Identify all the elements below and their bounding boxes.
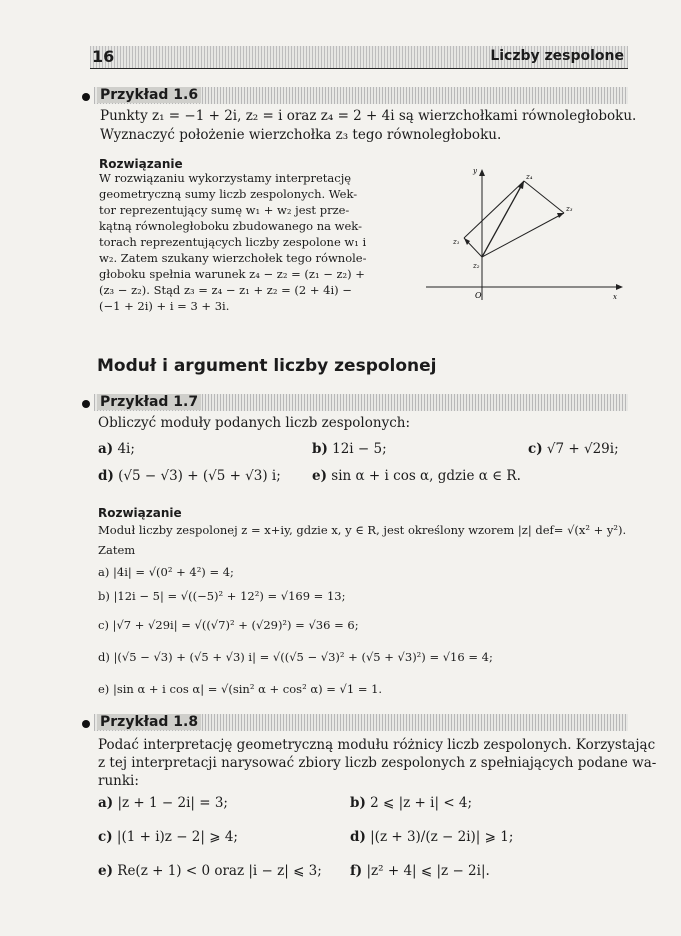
ex17-solution-c: c) |√7 + √29i| = √((√7)² + (√29)²) = √36 = 6; <box>98 618 359 632</box>
example-bullet-icon <box>82 400 90 408</box>
ex17-item-b: b) 12i − 5; <box>312 441 387 457</box>
ex18-problem-line-2: z tej interpretacji narysować zbiory liczb zespolonych z spełniających podane wa- <box>98 755 657 771</box>
ex17-solution-b: b) |12i − 5| = √((−5)² + 12²) = √169 = 13; <box>98 589 346 603</box>
ex18-item-a: a) |z + 1 − 2i| = 3; <box>98 795 228 811</box>
ex17-item-e: e) sin α + i cos α, gdzie α ∈ R. <box>312 468 521 484</box>
ex16-solution-line: w₂. Zatem szukany wierzchołek tego równole- <box>99 251 367 265</box>
origin-label: O <box>475 291 482 300</box>
ex17-solution-d: d) |(√5 − √3) + (√5 + √3) i| = √((√5 − √3)² + (√5 + √3)²) = √16 = 4; <box>98 650 493 664</box>
ex17-item-d: d) (√5 − √3) + (√5 + √3) i; <box>98 468 281 484</box>
example-1-8-tag: Przykład 1.8 <box>97 714 201 730</box>
ex16-solution-heading: Rozwiązanie <box>99 157 183 171</box>
example-1-7-header <box>94 394 628 411</box>
side-z4-z3 <box>524 181 564 213</box>
side-z1-z4 <box>464 181 524 238</box>
ex16-solution-line: (z₃ − z₂). Stąd z₃ = z₄ − z₁ + z₂ = (2 + 4i) − <box>99 283 352 297</box>
ex16-solution-line: kątną równoległoboku zbudowanego na wek- <box>99 219 362 233</box>
arrowhead-z4-icon <box>518 181 524 189</box>
ex17-item-c: c) √7 + √29i; <box>528 441 619 457</box>
y-axis-label: y <box>473 167 477 175</box>
ex16-solution-line: głoboku spełnia warunek z₄ − z₂ = (z₁ − z₂) + <box>99 267 365 281</box>
section-title: Moduł i argument liczby zespolonej <box>97 356 437 376</box>
ex16-solution-line: W rozwiązaniu wykorzystamy interpretację <box>99 171 352 185</box>
ex17-solution-e: e) |sin α + i cos α| = √(sin² α + cos² α) = √1 = 1. <box>98 682 383 696</box>
z1-label: z₁ <box>453 238 460 246</box>
chapter-title: Liczby zespolone <box>490 48 624 64</box>
page-header <box>90 46 628 69</box>
ex16-solution-line: geometryczną sumy liczb zespolonych. Wek- <box>99 187 358 201</box>
page-number: 16 <box>92 47 115 66</box>
ex16-problem-line-1: Punkty z₁ = −1 + 2i, z₂ = i oraz z₄ = 2 + 4i są wierzchołkami równoległoboku. <box>100 108 637 124</box>
x-axis-label: x <box>613 293 617 301</box>
ex17-item-a: a) 4i; <box>98 441 135 457</box>
x-axis-arrow-icon <box>616 284 623 290</box>
ex18-item-e: e) Re(z + 1) < 0 oraz |i − z| ⩽ 3; <box>98 863 322 879</box>
example-bullet-icon <box>82 93 90 101</box>
ex18-item-b: b) 2 ⩽ |z + i| < 4; <box>350 795 473 811</box>
y-axis-arrow-icon <box>479 169 485 176</box>
ex17-solution-intro: Moduł liczby zespolonej z = x+iy, gdzie x, y ∈ R, jest określony wzorem |z| def= √(x² + y²). <box>98 523 627 537</box>
ex16-solution-line: tor reprezentujący sumę w₁ + w₂ jest prze- <box>99 203 350 217</box>
parallelogram-figure <box>420 160 630 310</box>
z2-label: z₂ <box>473 262 480 270</box>
ex18-problem-line-3: runki: <box>98 773 139 789</box>
ex17-solution-a: a) |4i| = √(0² + 4²) = 4; <box>98 565 234 579</box>
ex17-solution-heading: Rozwiązanie <box>98 506 182 520</box>
z3-label: z₃ <box>566 205 573 213</box>
example-1-6-tag: Przykład 1.6 <box>97 87 201 103</box>
ex17-problem: Obliczyć moduły podanych liczb zespolonych: <box>98 415 410 431</box>
example-1-8-header <box>94 714 628 731</box>
ex17-solution-zatem: Zatem <box>98 543 136 557</box>
ex18-item-c: c) |(1 + i)z − 2| ⩾ 4; <box>98 829 238 845</box>
ex18-problem-line-1: Podać interpretację geometryczną modułu różnicy liczb zespolonych. Korzystając <box>98 737 656 753</box>
example-1-6-header <box>94 87 628 104</box>
example-1-7-tag: Przykład 1.7 <box>97 394 201 410</box>
ex16-solution-line: torach reprezentujących liczby zespolone w₁ i <box>99 235 367 249</box>
ex16-solution-line: (−1 + 2i) + i = 3 + 3i. <box>99 299 230 313</box>
arrowhead-z3-icon <box>557 213 564 218</box>
z4-label: z₄ <box>526 173 533 181</box>
ex18-item-f: f) |z² + 4| ⩽ |z − 2i|. <box>350 863 490 879</box>
example-bullet-icon <box>82 720 90 728</box>
ex16-problem-line-2: Wyznaczyć położenie wierzchołka z₃ tego równoległoboku. <box>100 127 502 143</box>
ex18-item-d: d) |(z + 3)/(z − 2i)| ⩾ 1; <box>350 829 514 845</box>
